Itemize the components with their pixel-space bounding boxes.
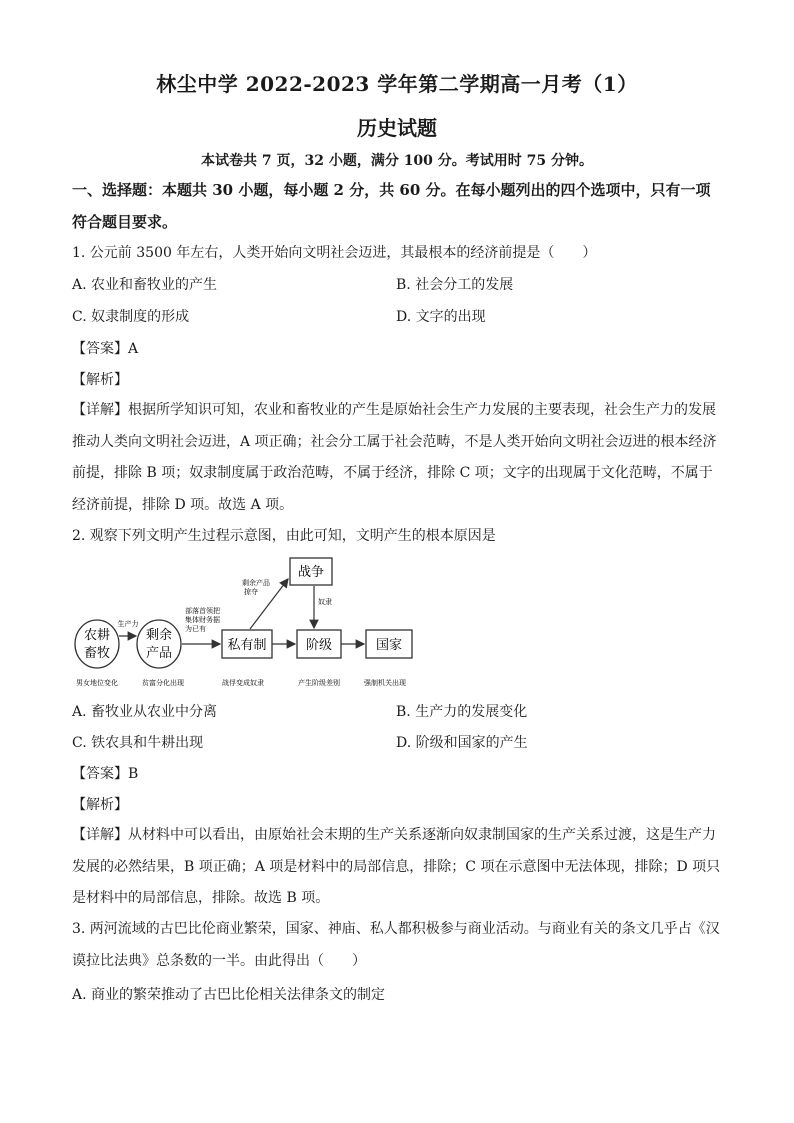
node-farming-line2: 畜牧 [83,646,111,661]
exam-title: 林尘中学 2022-2023 学年第二学期高一月考（1） [156,72,638,96]
section-heading: 一、选择题：本题共 30 小题，每小题 2 分，共 60 分。在每小题列出的四个选项中，只有一项符合题目要求。 [72,181,711,231]
node-war-label: 战争 [297,565,325,580]
caption-1: 男女地位变化 [76,679,118,687]
caption-5: 强制机关出现 [364,679,406,687]
q2-option-d: D. 阶级和国家的产生 [396,735,528,751]
caption-2: 贫富分化出现 [142,679,184,687]
q1-option-c: C. 奴隶制度的形成 [72,309,190,325]
civilization-diagram [72,553,422,693]
label-plunder-2: 掠夺 [244,588,258,596]
q3-option-a: A. 商业的繁荣推动了古巴比伦相关法律条文的制定 [72,987,386,1003]
node-state-label: 国家 [375,638,403,653]
question-3-stem: 3. 两河流域的古巴比伦商业繁荣，国家、神庙、私人都积极参与商业活动。与商业有关的条文几乎占《汉谟拉比法典》总条数的一半。由此得出（ ） [72,921,720,969]
node-surplus-line1: 剩余 [145,628,173,643]
q2-detail: 【详解】从材料中可以看出，由原始社会末期的生产关系逐渐向奴隶制国家的生产关系过渡，这是生产力发展的必然结果，B 项正确；A 项是材料中的局部信息，排除；C 项在示意图中无法体现，排除；D 项只是材料中的局部信息，排除。故选 B 项。 [72,827,721,906]
q1-option-b: B. 社会分工的发展 [396,277,514,293]
node-farming-line1: 农耕 [83,628,111,643]
label-slave: 奴隶 [318,598,332,606]
exam-subject: 历史试题 [357,116,437,140]
label-productivity: 生产力 [117,620,139,628]
node-class-label: 阶级 [305,638,333,653]
q2-option-c: C. 铁农具和牛耕出现 [72,735,204,751]
q2-answer: 【答案】B [72,766,139,782]
q1-option-d: D. 文字的出现 [396,309,486,325]
exam-info: 本试卷共 7 页，32 小题，满分 100 分。考试用时 75 分钟。 [200,153,594,169]
q2-option-a: A. 畜牧业从农业中分离 [72,704,218,720]
q2-analysis-label: 【解析】 [72,797,128,813]
caption-3: 战俘变成奴隶 [222,679,264,687]
q1-answer: 【答案】A [72,341,139,357]
node-private-label: 私有制 [227,638,267,653]
question-2-stem: 2. 观察下列文明产生过程示意图，由此可知，文明产生的根本原因是 [72,528,496,544]
node-surplus-line2: 产品 [145,646,173,661]
q1-detail: 【详解】根据所学知识可知，农业和畜牧业的产生是原始社会生产力发展的主要表现，社会生产力的发展推动人类向文明社会迈进，A 项正确；社会分工属于社会范畴，不是人类开始向文明社会迈进的根本经济前提，排除 B 项；奴隶制度属于政治范畴，不属于经济，排除 C 项；文字的出现属于文化范畴，不属于经济前提，排除 D 项。故选 A 项。 [72,402,717,513]
q1-analysis-label: 【解析】 [72,372,128,388]
label-plunder-1: 剩余产品 [242,579,270,587]
label-chief-3: 为已有 [185,625,206,633]
label-chief-1: 部落首领把 [185,607,220,615]
question-1-stem: 1. 公元前 3500 年左右，人类开始向文明社会迈进，其最根本的经济前提是（ ） [72,245,597,261]
q1-option-a: A. 农业和畜牧业的产生 [72,277,218,293]
caption-4: 产生阶级差别 [298,679,340,687]
q2-option-b: B. 生产力的发展变化 [396,704,528,720]
label-chief-2: 集体财务据 [185,616,220,624]
